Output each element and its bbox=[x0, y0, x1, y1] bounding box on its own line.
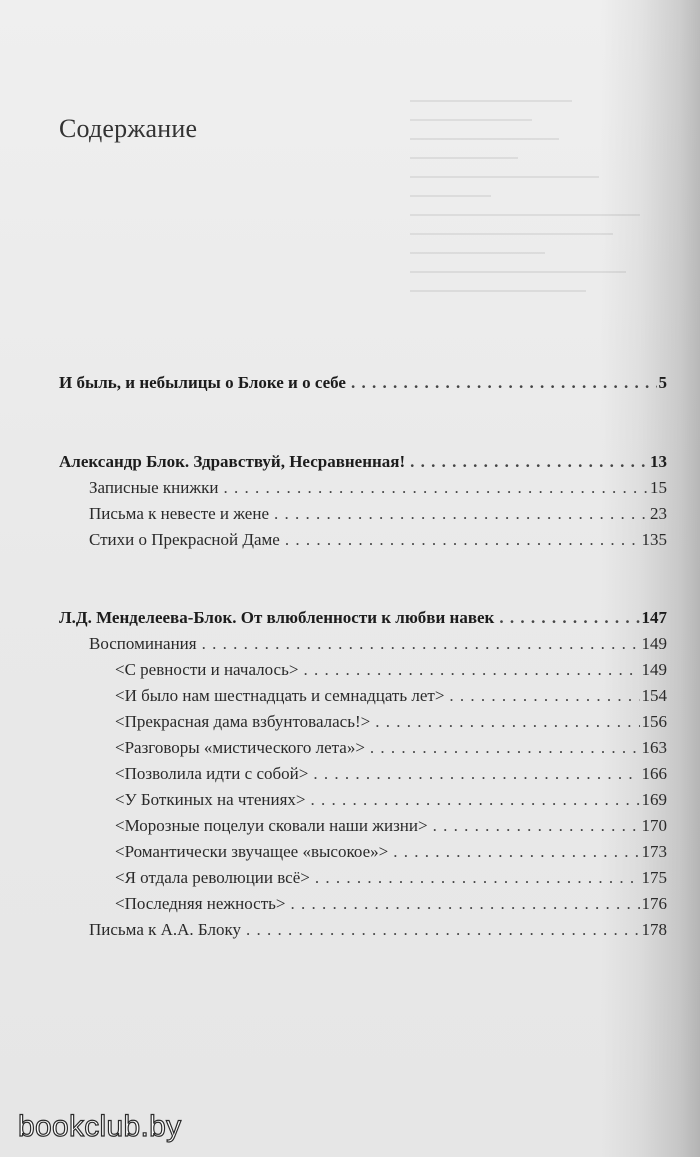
dot-leader bbox=[274, 502, 648, 526]
dot-leader bbox=[375, 710, 639, 734]
toc-entry-page: 169 bbox=[641, 790, 667, 809]
toc-entry-title: <Разговоры «мистического лета»> bbox=[115, 738, 365, 757]
toc-entry bbox=[115, 814, 667, 838]
dot-leader bbox=[246, 918, 640, 942]
toc-entry-page: 154 bbox=[641, 686, 667, 705]
toc-entry bbox=[59, 371, 667, 395]
dot-leader bbox=[315, 866, 640, 890]
toc-entry-page: 156 bbox=[641, 712, 667, 731]
toc-entry-page: 23 bbox=[650, 504, 667, 523]
toc-entry-page: 15 bbox=[650, 478, 667, 497]
toc-entry bbox=[89, 632, 667, 656]
toc-entry-page: 149 bbox=[641, 634, 667, 653]
toc-entry bbox=[115, 684, 667, 708]
dot-leader bbox=[449, 684, 639, 708]
toc-entry-page: 173 bbox=[641, 842, 667, 861]
dot-leader bbox=[303, 658, 639, 682]
dot-leader bbox=[313, 762, 639, 786]
toc-entry-title: И быль, и небылицы о Блоке и о себе bbox=[59, 373, 346, 392]
toc-entry-page: 147 bbox=[641, 608, 667, 627]
toc-entry-title: Воспоминания bbox=[89, 634, 197, 653]
toc-entry-title: Л.Д. Менделеева-Блок. От влюбленности к любви навек bbox=[59, 608, 495, 627]
dot-leader bbox=[285, 528, 640, 552]
toc-entry bbox=[115, 736, 667, 760]
toc-entry bbox=[115, 762, 667, 786]
toc-entry bbox=[89, 476, 667, 500]
toc-entry bbox=[59, 450, 667, 474]
dot-leader bbox=[499, 606, 639, 630]
toc-entry-page: 135 bbox=[641, 530, 667, 549]
toc-entry bbox=[115, 840, 667, 864]
dot-leader bbox=[223, 476, 648, 500]
toc-entry-page: 166 bbox=[641, 764, 667, 783]
toc-entry-title: <Прекрасная дама взбунтовалась!> bbox=[115, 712, 371, 731]
toc-entry-title: <С ревности и началось> bbox=[115, 660, 299, 679]
toc-entry-title: <И было нам шестнадцать и семнадцать лет> bbox=[115, 686, 445, 705]
bleed-through-text bbox=[410, 100, 680, 360]
toc-entry-title: <Последняя нежность> bbox=[115, 894, 286, 913]
toc-entry-page: 5 bbox=[658, 373, 667, 392]
toc-entry-title: <Я отдала революции всё> bbox=[115, 868, 310, 887]
dot-leader bbox=[351, 371, 657, 395]
toc-entry-title: <Морозные поцелуи сковали наши жизни> bbox=[115, 816, 428, 835]
toc-entry bbox=[115, 710, 667, 734]
page-title: Содержание bbox=[59, 114, 198, 143]
toc-entry-title: Стихи о Прекрасной Даме bbox=[89, 530, 280, 549]
dot-leader bbox=[410, 450, 648, 474]
toc-entry-page: 178 bbox=[641, 920, 667, 939]
dot-leader bbox=[370, 736, 640, 760]
dot-leader bbox=[202, 632, 640, 656]
toc-entry bbox=[115, 658, 667, 682]
toc-entry-page: 175 bbox=[641, 868, 667, 887]
toc-entry bbox=[59, 606, 667, 630]
toc-entry-page: 149 bbox=[641, 660, 667, 679]
toc-entry bbox=[89, 528, 667, 552]
toc-entry-title: Записные книжки bbox=[89, 478, 219, 497]
toc-entry bbox=[115, 892, 667, 916]
toc-entry bbox=[115, 788, 667, 812]
toc-entry-page: 176 bbox=[641, 894, 667, 913]
dot-leader bbox=[433, 814, 640, 838]
toc-entry-title: <Романтически звучащее «высокое»> bbox=[115, 842, 389, 861]
site-watermark: bookclub.by bbox=[18, 1110, 182, 1143]
toc-entry bbox=[89, 918, 667, 942]
toc-entry-title: Письма к невесте и жене bbox=[89, 504, 269, 523]
toc-entry-title: <У Боткиных на чтениях> bbox=[115, 790, 306, 809]
toc-entry-page: 170 bbox=[641, 816, 667, 835]
toc-entry-title: Александр Блок. Здравствуй, Несравненная! bbox=[59, 452, 406, 471]
toc-entry bbox=[89, 502, 667, 526]
dot-leader bbox=[291, 892, 640, 916]
dot-leader bbox=[311, 788, 640, 812]
toc-entry bbox=[115, 866, 667, 890]
toc-entry-title: <Позволила идти с собой> bbox=[115, 764, 309, 783]
toc-entry-page: 163 bbox=[641, 738, 667, 757]
dot-leader bbox=[393, 840, 639, 864]
toc-entry-title: Письма к А.А. Блоку bbox=[89, 920, 241, 939]
toc-entry-page: 13 bbox=[650, 452, 667, 471]
